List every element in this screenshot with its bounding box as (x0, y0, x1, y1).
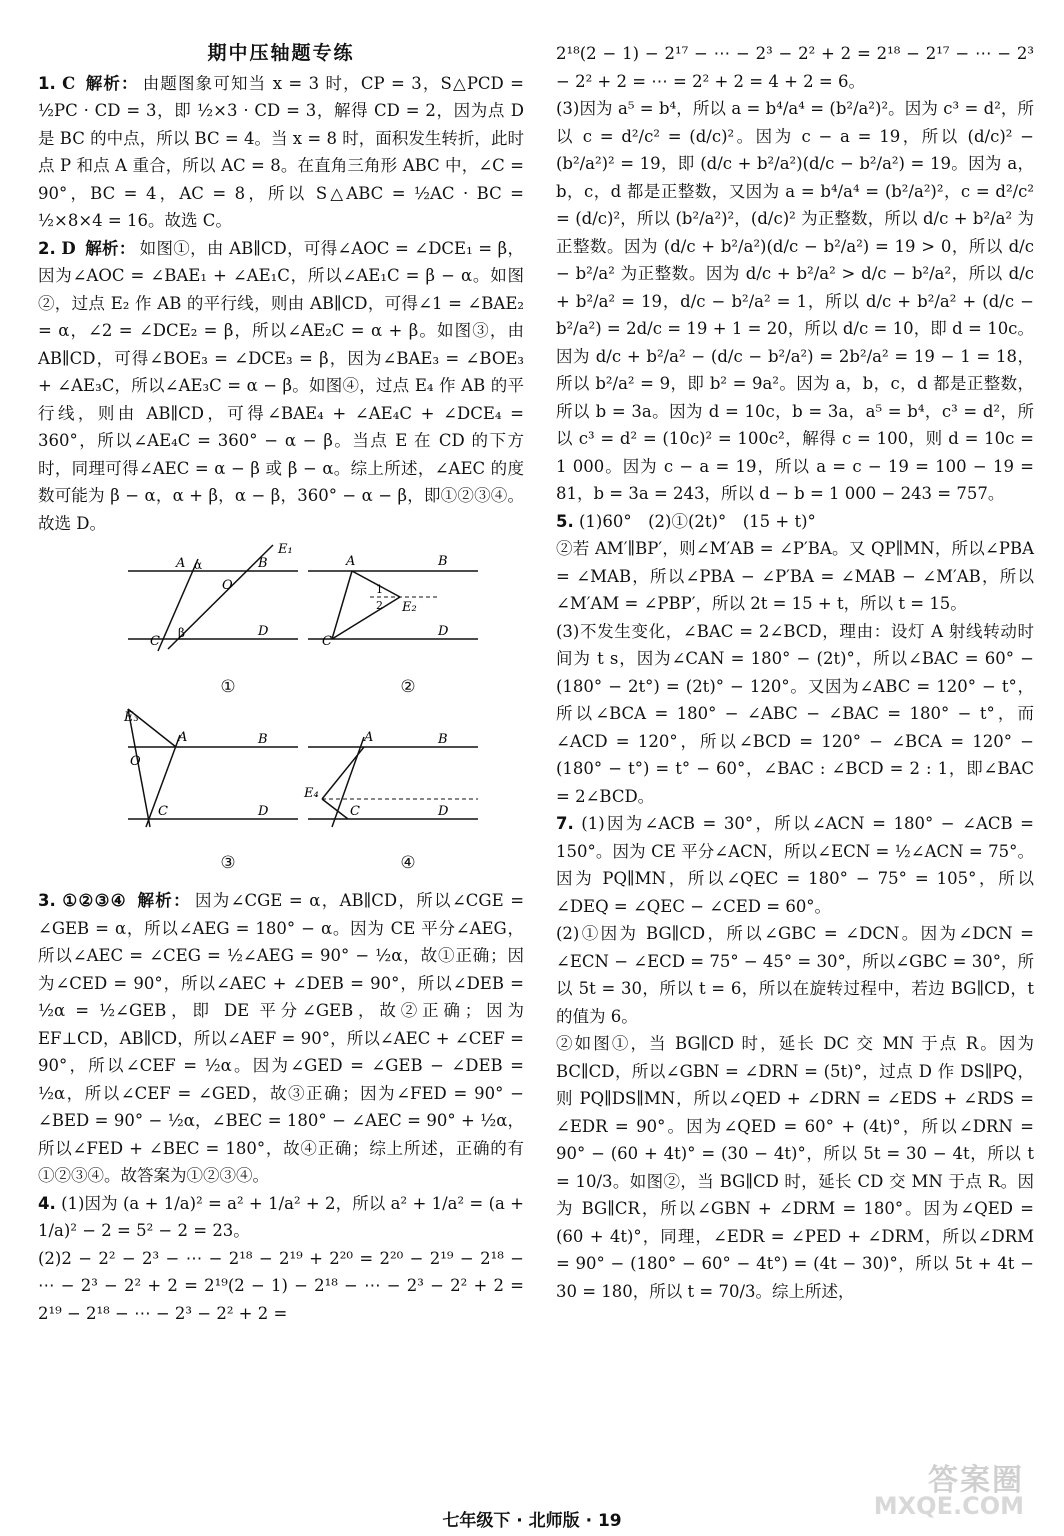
problem-3-number: 3. (38, 891, 56, 910)
label-c: C (350, 804, 360, 819)
label-b: B (438, 554, 448, 569)
label-c: C (158, 804, 168, 819)
label-d: D (438, 804, 449, 819)
problem-3-tag: 解析： (137, 891, 191, 910)
problem-5-part-2: ②若 AM′∥BP′，则∠M′AB = ∠P′BA。又 QP∥MN，所以∠PBA = ∠MAB，所以∠PBA − ∠P′BA = ∠MAB − ∠M′AB，所以∠M′AM = ∠PBP′，所以 2t = 15 + t，所以 t = 15。 (556, 539, 1034, 613)
label-c: C (322, 634, 332, 649)
label-o: O (222, 578, 233, 593)
problem-2-number: 2. (38, 238, 56, 258)
label-a: A (178, 730, 188, 745)
label-d: D (258, 624, 269, 639)
problem-4 (38, 1190, 524, 1245)
figure-3-caption: ③ (220, 852, 236, 873)
problem-2 (38, 235, 524, 538)
problem-7-number: 7. (556, 814, 574, 833)
problem-3-answer: ①②③④ (62, 891, 127, 910)
problem-7-part-2: (2)①因为 BG∥CD，所以∠GBC = ∠DCN。因为∠DCN = ∠ECN − ∠ECD = 75° − 45° = 30°，所以∠GBC = 30°，所以 5t = 30，所以 t = 6，所以在旋转过程中，若边 BG∥CD，t 的值为 6。 (556, 924, 1034, 1026)
figure-1-diagram (128, 541, 328, 681)
problem-7-part-1: (1)因为∠ACB = 30°，所以∠ACN = 180° − ∠ACB = 150°。因为 CE 平分∠ACN，所以∠ECN = ½∠ACN = 75°。因为 PQ∥MN，所以∠QEC = 180° − 75° = 105°，所以∠DEQ = ∠QEC − ∠CED = 60°。 (556, 814, 1034, 916)
label-e1: E₁ (278, 542, 293, 557)
figure-1 (128, 541, 328, 701)
geometry-figures (38, 541, 524, 881)
label-b: B (438, 732, 448, 747)
problem-1-text: 由题图象可知当 x = 3 时，CP = 3，S△PCD = ½PC · CD = 3，即 ½×3 · CD = 3，解得 CD = 2，因为点 D 是 BC 的中点，所以 BC = 4。当 x = 8 时，面积发生转折，此时点 P 和点 A 重合，所以 AC = 8。在直角三角形 ABC 中，∠C = 90°，BC = 4，AC = 8，所以 S△ABC = ½AC · BC = ½×8×4 = 16。故选 C。 (38, 73, 525, 230)
label-d: D (258, 804, 269, 819)
figure-3-diagram (124, 710, 328, 857)
label-b: B (258, 556, 268, 571)
left-column (38, 40, 524, 1327)
problem-4-number: 4. (38, 1193, 56, 1213)
problem-4-part-1: (1)因为 (a + 1/a)² = a² + 1/a² + 2，所以 a² + 1/a² = (a + 1/a)² − 2 = 5² − 2 = 23。 (38, 1193, 524, 1240)
problem-1 (38, 70, 524, 235)
label-b: B (258, 732, 268, 747)
label-beta: β (178, 626, 185, 640)
problem-5-number: 5. (556, 511, 574, 531)
figure-4 (304, 717, 508, 877)
problem-3-text: 因为∠CGE = α，AB∥CD，所以∠CGE = ∠GEB = α，所以∠AEG = 180° − α。因为 CE 平分∠AEG，所以∠AEC = ∠CEG = ½∠AEG = 90° − ½α，故①正确；因为∠CED = 90°，所以∠AEC + ∠DEB = 90°，所以∠DEB = ½α = ½∠GEB，即 DE 平分∠GEB，故②正确；因为 EF⊥CD，AB∥CD，所以∠AEF = 90°，所以∠AEC + ∠CEF = 90°，所以∠CEF = ½α。因为∠GED = ∠GEB − ∠DEB = ½α，所以∠CEF = ∠GED，故③正确；因为∠FED = 90° − ∠BED = 90° − ½α，∠BEC = 180° − ∠AEC = 90° + ½α，所以∠FED + ∠BEC = 180°，故④正确；综上所述，正确的有①②③④。故答案为①②③④。 (38, 891, 525, 1185)
figure-4-caption: ④ (400, 852, 416, 873)
problem-3 (38, 887, 524, 1190)
figure-4-diagram (304, 717, 508, 857)
label-angle-1: 1 (376, 583, 383, 596)
page-title: 期中压轴题专练 (207, 42, 355, 64)
label-a: A (364, 730, 374, 745)
problem-1-answer: C (62, 73, 76, 93)
problem-2-answer: D (61, 238, 76, 258)
watermark-logo: 答案圈 (928, 1463, 1024, 1498)
problem-1-number: 1. (38, 73, 56, 93)
problem-7 (556, 810, 1034, 920)
figure-3 (124, 710, 328, 877)
right-column (556, 40, 1034, 1305)
label-e4: E₄ (304, 786, 319, 801)
label-alpha: α (194, 558, 203, 572)
label-a: A (176, 556, 186, 571)
figure-2-caption: ② (400, 676, 416, 697)
label-c: C (150, 634, 160, 649)
label-e2: E₂ (402, 600, 417, 615)
figure-2 (308, 541, 508, 701)
label-o: O (130, 754, 141, 769)
problem-1-tag: 解析： (85, 73, 139, 93)
figure-2-diagram (308, 541, 508, 681)
label-e3: E₃ (124, 710, 139, 725)
problem-4-part-3: (3)因为 a⁵ = b⁴，所以 a = b⁴/a⁴ = (b²/a²)²。因为 c³ = d²，所以 c = d²/c² = (d/c)²。因为 c − a = 19，所以 (d/c)² − (b²/a²)² = 19，即 (d/c + b²/a²)(d/c − b²/a²) = 19。因为 a，b，c，d 都是正整数，又因为 a = b⁴/a⁴ = (b²/a²)²，c = d²/c² = (d/c)²，所以 (b²/a²)²，(d/c)² 为正整数，所以 d/c + b²/a² 为正整数。因为 (d/c + b²/a²)(d/c − b²/a²) = 19 > 0，所以 d/c − b²/a² 为正整数。因为 d/c + b²/a² > d/c − b²/a²，所以 d/c + b²/a² = 19，d/c − b²/a² = 1，所以 d/c + b²/a² + (d/c − b²/a²) = 2d/c = 19 + 1 = 20，所以 d/c = 10，即 d = 10c。因为 d/c + b²/a² − (d/c − b²/a²) = 2b²/a² = 19 − 1 = 18，所以 b²/a² = 9，即 b² = 9a²。因为 a，b，c，d 都是正整数，所以 b = 3a。因为 d = 10c，b = 3a，a⁵ = b⁴，c³ = d²，所以 c³ = d² = (10c)² = 100c²，解得 c = 100，则 d = 10c = 1 000。因为 c − a = 19，所以 a = c − 19 = 100 − 19 = 81，b = 3a = 243，所以 d − b = 1 000 − 243 = 757。 (556, 99, 1034, 503)
label-d: D (438, 624, 449, 639)
problem-7-part-3: ②如图①，当 BG∥CD 时，延长 DC 交 MN 于点 R。因为 BC∥CD，所以∠GBN = ∠DRN = (5t)°，过点 D 作 DS∥PQ，则 PQ∥DS∥MN，所以∠QED + ∠DRN = ∠EDS + ∠RDS = ∠EDR = 90°。因为∠QED = 60° + (4t)°，所以∠DRN = 90° − (60 + 4t)° = (30 − 4t)°，所以 5t = 30 − 4t，所以 t = 10/3。如图②，当 BG∥CD 时，延长 CD 交 MN 于点 R。因为 BG∥CR，所以∠GBN + ∠DRM = 180°。因为∠QED = (60 + 4t)°，同理，∠EDR = ∠PED + ∠DRM，所以∠DRM = 90° − (180° − 60° − 4t°) = (4t − 30)°，所以 5t + 4t − 30 = 180，所以 t = 70/3。综上所述， (556, 1034, 1034, 1301)
label-angle-2: 2 (376, 599, 383, 612)
problem-2-tag: 解析： (85, 238, 136, 258)
watermark-url: MXQE.COM (873, 1492, 1024, 1520)
problem-4-continued: 2¹⁸(2 − 1) − 2¹⁷ − ⋯ − 2³ − 2² + 2 = 2¹⁸ − 2¹⁷ − ⋯ − 2³ − 2² + 2 = ⋯ = 2² + 2 = 4 + 2 = 6。 (556, 44, 1034, 91)
problem-5-part-3: (3)不发生变化，∠BAC = 2∠BCD，理由：设灯 A 射线转动时间为 t s，因为∠CAN = 180° − (2t)°，所以∠BAC = 60° − (180° − 2t°) = (2t)° − 120°。又因为∠ABC = 120° − t°，所以∠BCA = 180° − ∠ABC − ∠BAC = 180° − t°，而∠ACD = 120°，所以∠BCD = 120° − ∠BCA = 120° − (180° − t°) = t° − 60°，∠BAC : ∠BCD = 2 : 1，即∠BAC = 2∠BCD。 (556, 621, 1034, 806)
problem-2-text: 如图①，由 AB∥CD，可得∠AOC = ∠DCE₁ = β，因为∠AOC = ∠BAE₁ + ∠AE₁C，所以∠AE₁C = β − α。如图②，过点 E₂ 作 AB 的平行线，则由 AB∥CD，可得∠1 = ∠BAE₂ = α，∠2 = ∠DCE₂ = β，所以∠AE₂C = α + β。如图③，由 AB∥CD，可得∠BOE₃ = ∠DCE₃ = β，因为∠BAE₃ = ∠BOE₃ + ∠AE₃C，所以∠AE₃C = α − β。如图④，过点 E₄ 作 AB 的平行线，则由 AB∥CD，可得∠BAE₄ + ∠AE₄C + ∠DCE₄ = 360°，所以∠AE₄C = 360° − α − β。当点 E 在 CD 的下方时，同理可得∠AEC = α − β 或 β − α。综上所述，∠AEC 的度数可能为 β − α，α + β，α − β，360° − α − β，即①②③④。故选 D。 (38, 238, 525, 533)
figure-1-caption: ① (220, 676, 236, 697)
label-a: A (346, 554, 356, 569)
problem-5-part-1: (1)60° (2)①(2t)° (15 + t)° (579, 511, 816, 531)
problem-4-part-2: (2)2 − 2² − 2³ − ⋯ − 2¹⁸ − 2¹⁹ + 2²⁰ = 2²⁰ − 2¹⁹ − 2¹⁸ − ⋯ − 2³ − 2² + 2 = 2¹⁹(2 − 1) − 2¹⁸ − ⋯ − 2³ − 2² + 2 = 2¹⁹ − 2¹⁸ − ⋯ − 2³ − 2² + 2 = (38, 1248, 524, 1323)
page-footer: 七年级下 · 北师版 · 19 (442, 1511, 622, 1531)
problem-5 (556, 508, 1034, 536)
